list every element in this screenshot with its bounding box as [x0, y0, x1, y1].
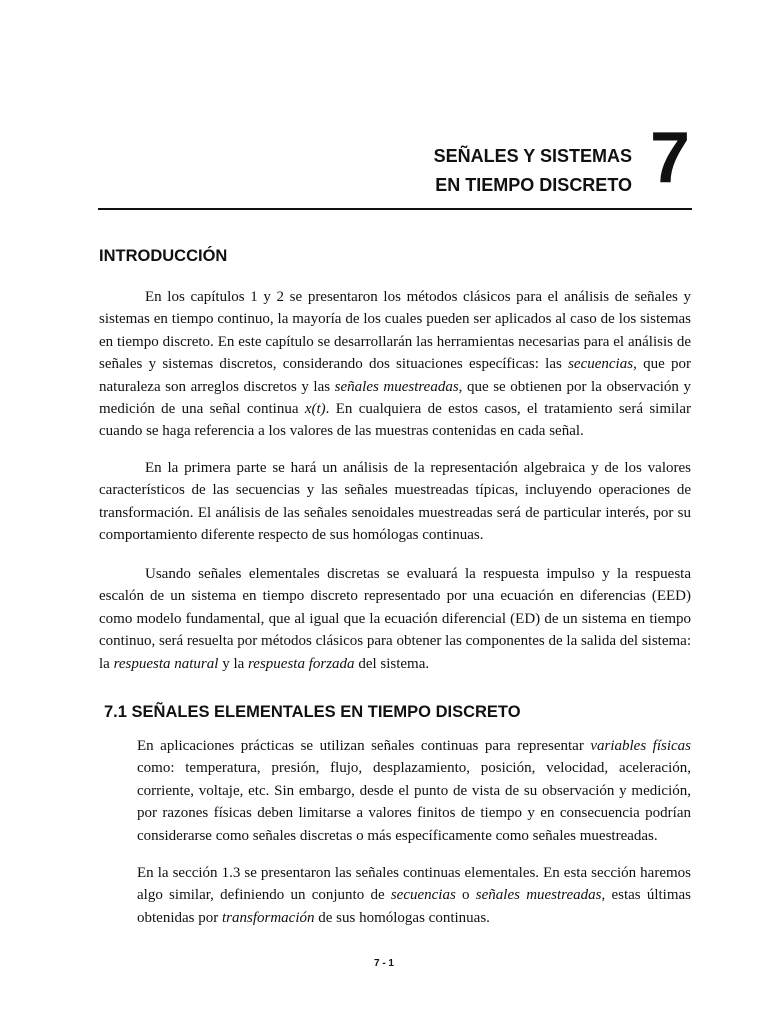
emphasis: secuencias [390, 887, 456, 904]
emphasis: respuesta forzada [248, 655, 355, 672]
intro-paragraph-2: En la primera parte se hará un análisis de la representación algebraica y de los valores característicos de las secuencias y las señales muestreadas típicas, incluyendo operaciones de transformación. El análisis de las señales senoidales muestreadas será de particular interés, por su comportamiento diferente respecto de sus homólogas continuas. [99, 460, 691, 544]
emphasis: transformación [221, 909, 315, 926]
chapter-title [434, 142, 632, 200]
emphasis: señales muestreadas [475, 887, 602, 904]
chapter-header [98, 120, 692, 210]
emphasis: variables físicas [590, 738, 691, 754]
intro-paragraph-1: En los capítulos 1 y 2 se presentaron los métodos clásicos para el análisis de señales y sistemas en tiempo continuo, la mayoría de los cuales pueden ser aplicados al caso de los sistemas en tiempo discreto. En este capítulo se desarrollarán las herramientas necesarias para el análisis de señales y sistemas discretos, considerando dos situaciones específicas: las secuencias, que por naturaleza son arreglos discretos y las señales muestreadas, que se obtienen por la observación y medición de una señal continua x(t). En cualquiera de estos casos, el tratamiento será similar cuando se haga referencia a los valores de las muestras contenidas en cada señal. [99, 289, 691, 440]
section-7-1-paragraph-2: En la sección 1.3 se presentaron las señales continuas elementales. En esta sección haremos algo similar, definiendo un conjunto de secuencias o señales muestreadas, estas últimas obtenidas por transformación de sus homólogas continuas. [137, 865, 692, 926]
section-7-1-paragraph-1: En aplicaciones prácticas se utilizan señales continuas para representar variables físicas como: temperatura, presión, flujo, desplazamiento, posición, velocidad, aceleración, corriente, voltaje, etc. Sin embargo, desde el punto de vista de su observación y medición, por razones físicas deben limitarse a valores finitos de tiempo y en consecuencia podrían considerarse como señales discretas o más específicamente como señales muestreadas. [137, 738, 691, 844]
page-number: 7 - 1 [373, 958, 394, 969]
section-7-1-heading: 7.1 SEÑALES ELEMENTALES EN TIEMPO DISCRETO [104, 703, 521, 721]
chapter-title-line-1: SEÑALES Y SISTEMAS [433, 146, 632, 166]
header-rule [98, 208, 692, 210]
emphasis: secuencias [568, 356, 634, 373]
intro-heading: INTRODUCCIÓN [99, 247, 228, 265]
emphasis: respuesta natural [113, 655, 219, 672]
chapter-number: 7 [649, 118, 690, 198]
math-expression: x(t) [304, 401, 326, 418]
emphasis: señales muestreadas [334, 378, 459, 395]
intro-paragraph-3: Usando señales elementales discretas se evaluará la respuesta impulso y la respuesta escalón de un sistema en tiempo discreto representado por una ecuación en diferencias (EED) como modelo fundamental, que al igual que la ecuación diferencial (ED) de un sistema en tiempo continuo, será resuelta por métodos clásicos para obtener las componentes de la salida del sistema: la respuesta natural y la respuesta forzada del sistema. [99, 566, 691, 672]
chapter-title-line-2: EN TIEMPO DISCRETO [435, 175, 632, 195]
